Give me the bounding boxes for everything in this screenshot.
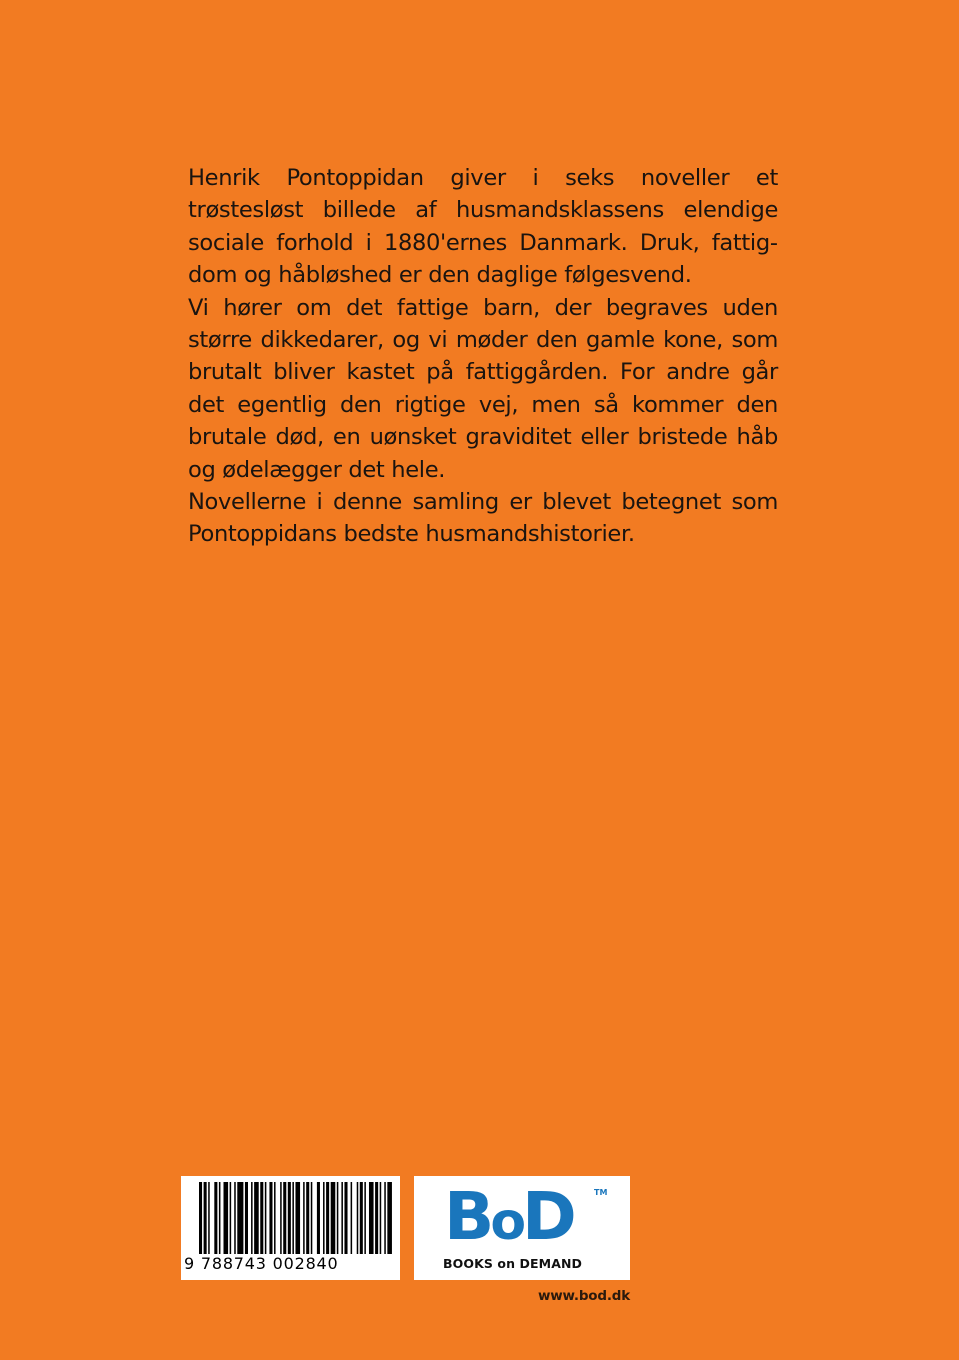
description-paragraph-2: Vi hører om det fattige barn, der begraves uden større dikkedarer, og vi møder den gamle kone, som brutalt bliver kastet på fattiggården. For andre går det egentlig den rigtige vej, men så kommer den brutale død, en uønsket graviditet eller bristede håb og ødelægger det hele. bbox=[188, 294, 778, 483]
bod-tagline: BOOKS on DEMAND bbox=[443, 1256, 583, 1271]
publisher-url: www.bod.dk bbox=[537, 1288, 630, 1304]
description-paragraph-3: Novellerne i denne samling er blevet betegnet som Pontoppidans bedste husmandshistorier. bbox=[188, 489, 778, 548]
bod-logo: BoD bbox=[444, 1178, 573, 1255]
bod-trademark: TM bbox=[594, 1188, 608, 1197]
publisher-logo-box bbox=[414, 1176, 630, 1280]
isbn-barcode bbox=[181, 1176, 400, 1280]
back-cover-description bbox=[188, 162, 778, 551]
description-paragraph-1: Henrik Pontoppidan giver i seks noveller et trøstesløst billede af husmandsklassens elendige sociale forhold i 1880'ernes Danmark. Druk, fattigdom og håbløshed er den daglige følgesvend. bbox=[188, 165, 778, 289]
barcode-bars bbox=[199, 1182, 395, 1254]
barcode-number: 9 788743 002840 bbox=[184, 1254, 339, 1273]
